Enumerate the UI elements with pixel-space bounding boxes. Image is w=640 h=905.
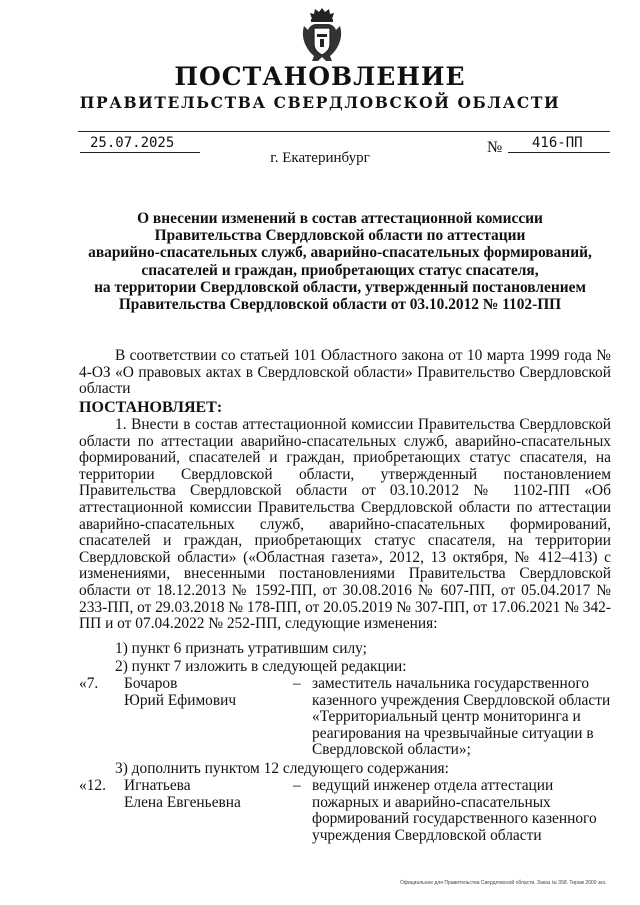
member-dash: – [293, 777, 301, 794]
member-name [124, 676, 236, 709]
member-surname: Бочаров [124, 675, 178, 692]
print-footer: Официальное для Правительства Свердловской области. Заказ № 358. Тираж 2000 экз. [400, 880, 607, 886]
number-prefix: № [487, 139, 503, 156]
subpoint-3: 3) дополнить пунктом 12 следующего содержания: [115, 760, 449, 777]
subpoint-2: 2) пункт 7 изложить в следующей редакции: [115, 658, 407, 675]
point-1 [79, 417, 611, 633]
subject-line: Правительства Свердловской области по аттестации [154, 227, 526, 245]
document-number: 416-ПП [532, 135, 583, 151]
member-surname: Игнатьева [124, 777, 191, 794]
subject-line: Правительства Свердловской области от 03.10.2012 № 1102-ПП [118, 296, 562, 314]
subpoint-1: 1) пункт 6 признать утратившим силу; [115, 640, 367, 657]
member-number: «12. [79, 777, 106, 794]
city: г. Екатеринбург [270, 150, 370, 166]
point-1-text: 1. Внести в состав аттестационной комиссии Правительства Свердловской области по аттестации аварийно-спасательных служб, аварийно-спасательных формирований, спасателей и граждан, приобретающих статус спасателя, на территории Свердловской области, утвержденный постановлением Правительства Свердловской области от 03.10.2012 № 1102-ПП «Об аттестационной комиссии Правительства Свердловской области по аттестации аварийно-спасательных служб, аварийно-спасательных формирований, спасателей и граждан, приобретающих статус спасателя, на территории Свердловской области» («Областная газета», 2012, 13 октября, № 412–413) с изменениями, внесенными постановлениями Правительства Свердловской области от 18.12.2013 № 1592-ПП, от 30.08.2016 № 607-ПП, от 05.04.2017 № 233-ПП, от 29.03.2018 № 178-ПП, от 20.05.2019 № 307-ПП, от 17.06.2021 № 342-ПП и от 07.04.2022 № 252-ПП, следующие изменения: [79, 416, 611, 633]
member-name [124, 778, 241, 811]
header-divider [78, 131, 610, 132]
decree-heading: ПОСТАНОВЛЯЕТ: [79, 399, 223, 416]
preamble [79, 348, 611, 398]
subject-line: О внесении изменений в состав аттестационной комиссии [137, 210, 543, 227]
member-position: заместитель начальника государственного казенного учреждения Свердловской области «Территориальный центр мониторинга и реагирования на чрезвычайные ситуации в Свердловской области»; [312, 675, 611, 759]
coat-of-arms-icon [300, 6, 344, 64]
member-position: ведущий инженер отдела аттестации пожарных и аварийно-спасательных формирований государственного казенного учреждения Свердловской области [312, 777, 597, 844]
subject-line: на территории Свердловской области, утвержденный постановлением [94, 278, 586, 296]
member-given-name: Елена Евгеньевна [124, 793, 241, 811]
subject-line: аварийно-спасательных служб, аварийно-спасательных формирований, [88, 244, 592, 262]
document-subtitle: ПРАВИТЕЛЬСТВА СВЕРДЛОВСКОЙ ОБЛАСТИ [79, 93, 561, 112]
member-given-name: Юрий Ефимович [124, 691, 237, 709]
document-title: ПОСТАНОВЛЕНИЕ [174, 62, 466, 91]
member-dash: – [293, 675, 301, 692]
document-date: 25.07.2025 [90, 135, 175, 151]
preamble-text: В соответствии со статьей 101 Областного закона от 10 марта 1999 года № 4-ОЗ «О правовых актах в Свердловской области» Правительство Свердловской области [79, 347, 611, 398]
subject-line: спасателей и граждан, приобретающих статус спасателя, [141, 261, 539, 279]
document-subject [80, 210, 600, 313]
member-number: «7. [79, 675, 99, 692]
